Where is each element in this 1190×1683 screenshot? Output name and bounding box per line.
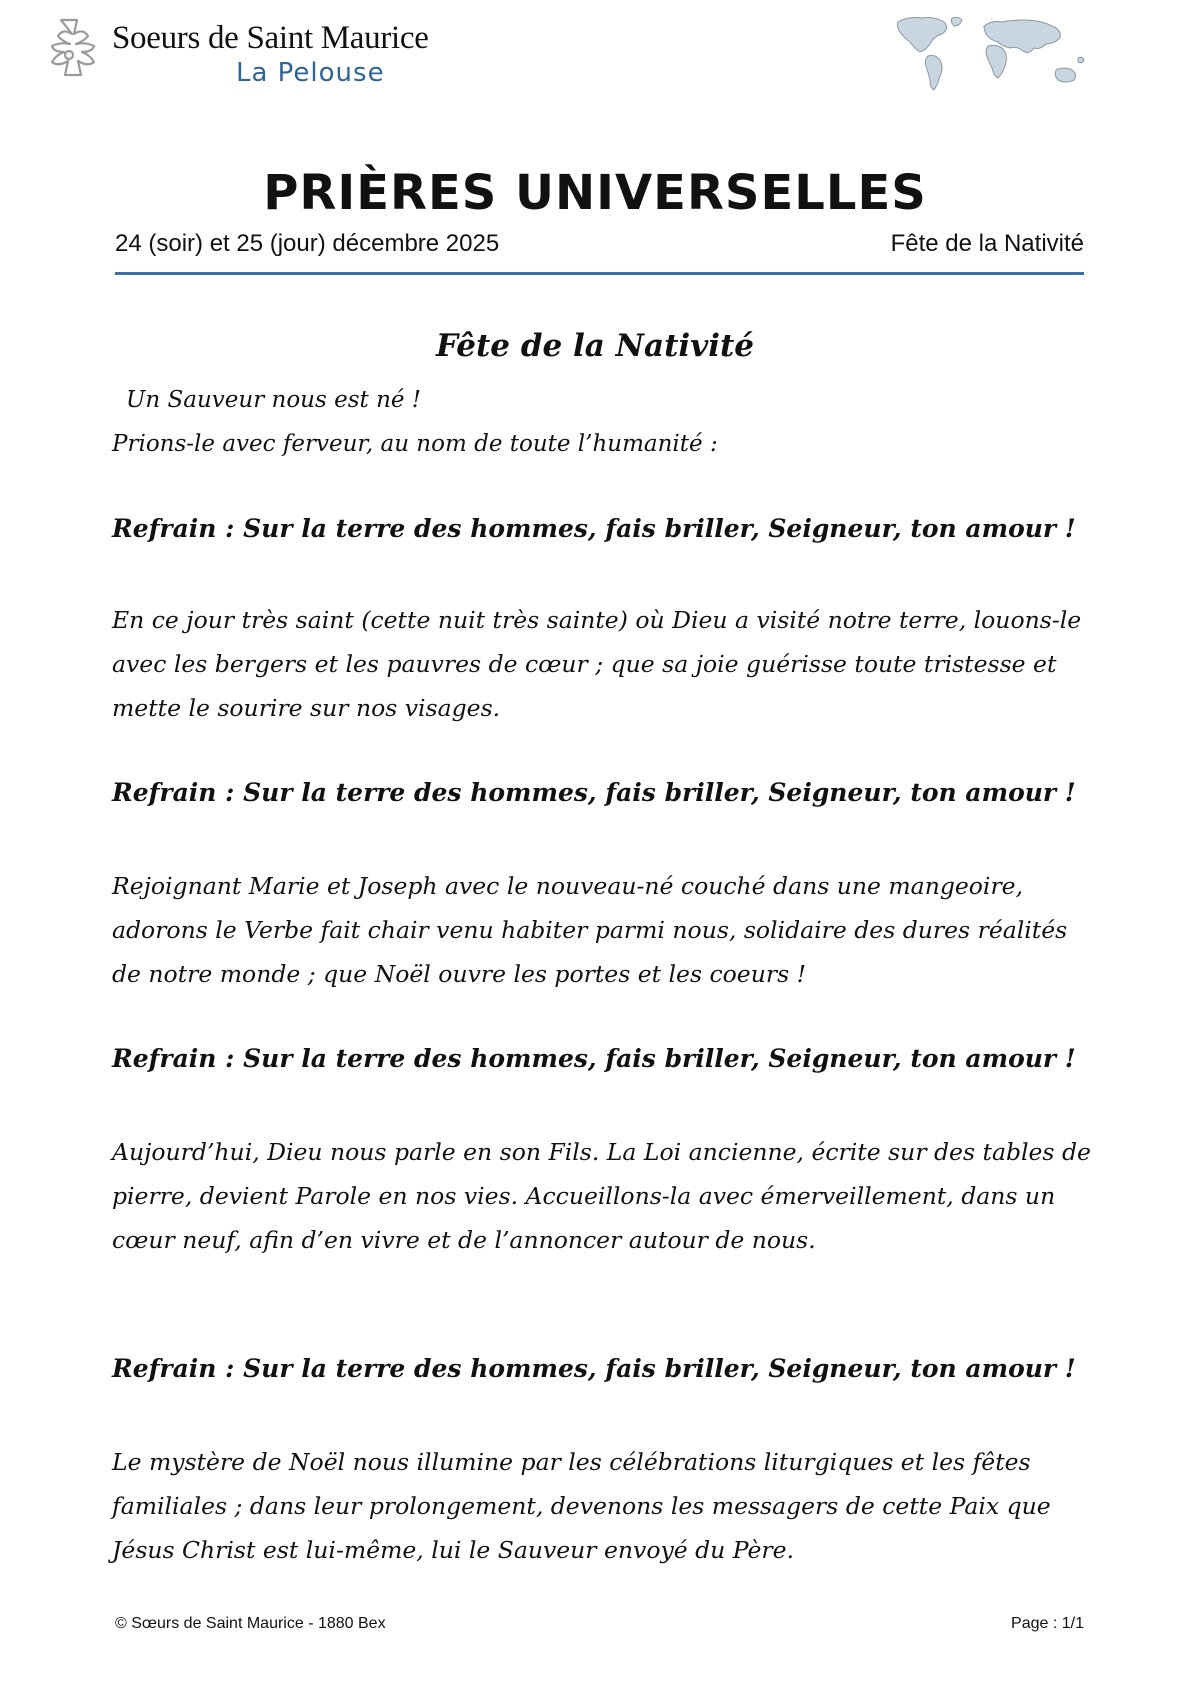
refrain: Refrain : Sur la terre des hommes, fais briller, Seigneur, ton amour ! — [112, 1354, 1076, 1383]
intro-text — [112, 378, 718, 466]
footer-page-number: Page : 1/1 — [1011, 1615, 1084, 1632]
intro-line: Un Sauveur nous est né ! — [126, 387, 422, 413]
intention-paragraph: Le mystère de Noël nous illumine par les célébrations liturgiques et les fêtes familiales ; dans leur prolongement, devenons les messagers de cette Paix que Jésus Christ est lui-même, lui le Sauveur envoyé du Père. — [112, 1448, 1051, 1564]
refrain: Refrain : Sur la terre des hommes, fais briller, Seigneur, ton amour ! — [112, 778, 1076, 807]
intention-paragraph: En ce jour très saint (cette nuit très sainte) où Dieu a visité notre terre, louons-le avec les bergers et les pauvres de cœur ; que sa joie guérisse toute tristesse et mette le sourire sur nos visages. — [112, 606, 1082, 722]
intention-paragraph: Aujourd’hui, Dieu nous parle en son Fils. La Loi ancienne, écrite sur des tables de pierre, devient Parole en nos vies. Accueillons-la avec émerveillement, dans un cœur neuf, afin d’en vivre et de l’annoncer autour de nous. — [112, 1138, 1091, 1254]
feast-label: Fête de la Nativité — [890, 230, 1084, 257]
organization-subtitle: La Pelouse — [236, 58, 385, 88]
document-title: PRIÈRES UNIVERSELLES — [263, 165, 927, 221]
date-line: 24 (soir) et 25 (jour) décembre 2025 — [115, 230, 500, 257]
footer-copyright: © Sœurs de Saint Maurice - 1880 Bex — [115, 1615, 386, 1632]
intro-line: Prions-le avec ferveur, au nom de toute l’humanité : — [112, 431, 718, 457]
maurice-cross-icon — [28, 14, 110, 96]
world-map-icon — [892, 12, 1092, 94]
intention-paragraph: Rejoignant Marie et Joseph avec le nouveau-né couché dans une mangeoire, adorons le Verbe fait chair venu habiter parmi nous, solidaire des dures réalités de notre monde ; que Noël ouvre les portes et les coeurs ! — [112, 872, 1068, 988]
refrain: Refrain : Sur la terre des hommes, fais briller, Seigneur, ton amour ! — [112, 1044, 1076, 1073]
section-title: Fête de la Nativité — [435, 328, 755, 364]
refrain: Refrain : Sur la terre des hommes, fais briller, Seigneur, ton amour ! — [112, 514, 1076, 543]
organization-name: Soeurs de Saint Maurice — [112, 20, 429, 56]
header-divider — [115, 272, 1084, 275]
